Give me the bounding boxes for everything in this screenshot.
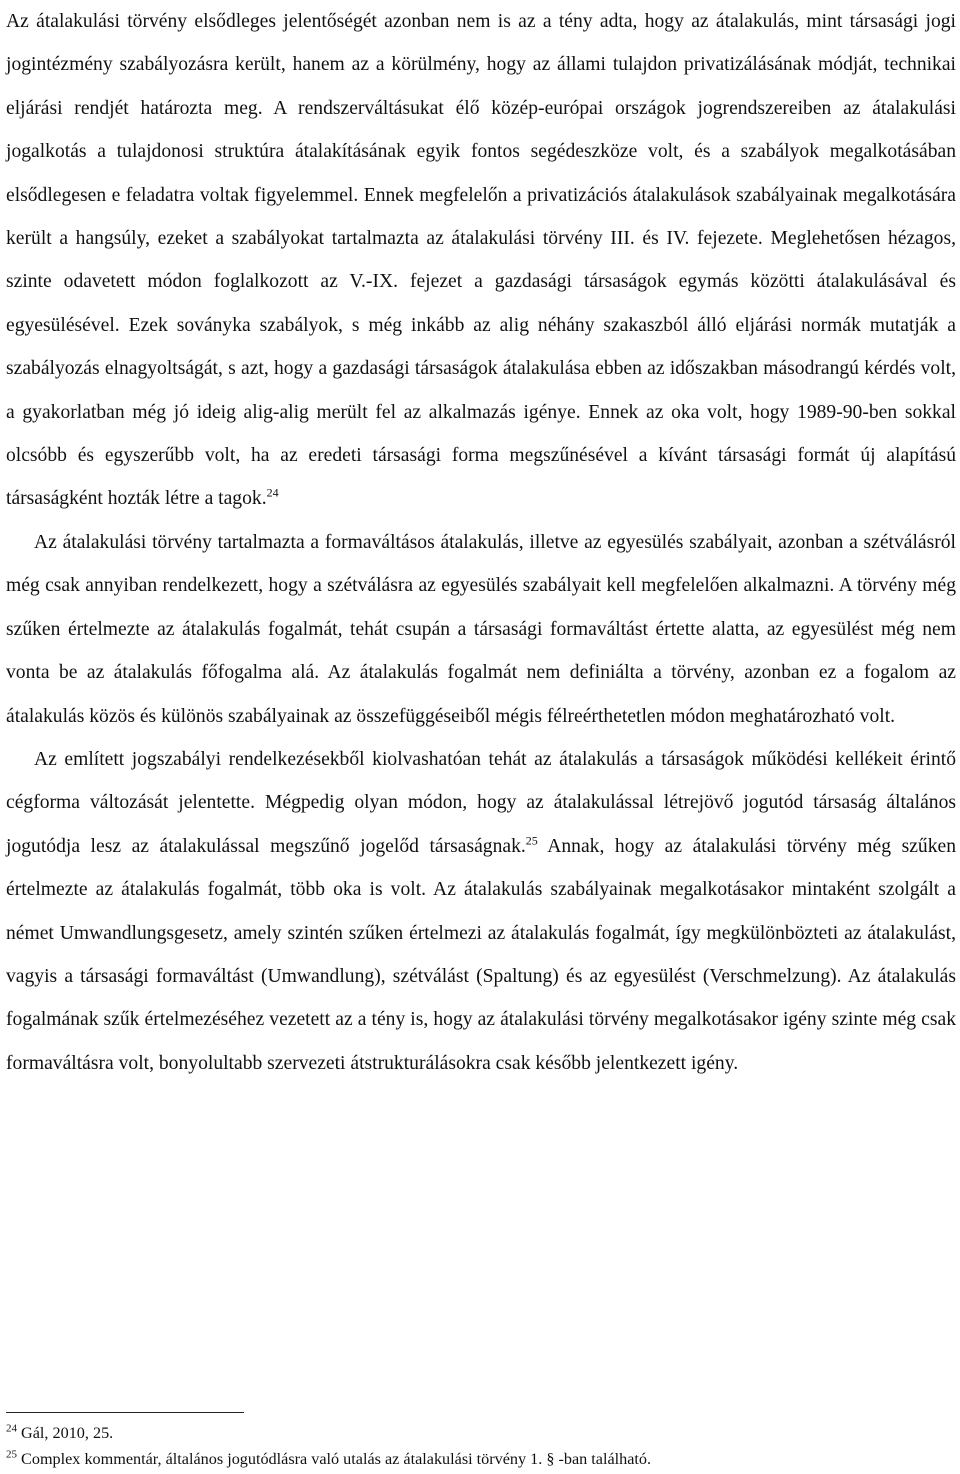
footnotes (6, 1420, 956, 1472)
footnote-separator (6, 1412, 244, 1413)
paragraph-3-text-before: Az említett jogszabályi rendelkezésekből kiolvashatóan tehát az átalakulás a társaságok működési kellékeit érintő cégforma változását jelentette. Mégpedig olyan módon, hogy az átalakulással létrejövő jogutód társaság általános jogutódja lesz az átalakulással megszűnő jogelőd társaságnak. (6, 748, 956, 857)
footnote-text: Complex kommentár, általános jogutódlásra való utalás az átalakulási törvény 1. § -ban található. (21, 1450, 652, 1468)
paragraph-3 (6, 738, 956, 1085)
footnote-number: 25 (6, 1448, 17, 1461)
footnote-ref-24[interactable]: 24 (266, 485, 279, 500)
footnote-24 (6, 1420, 956, 1446)
paragraph-1 (6, 0, 956, 521)
footnote-text: Gál, 2010, 25. (21, 1424, 114, 1442)
paragraph-2 (6, 521, 956, 738)
paragraph-3-text-after: Annak, hogy az átalakulási törvény még szűken értelmezte az átalakulás fogalmát, több oka is volt. Az átalakulás szabályainak megalkotásakor mintaként szolgált a német Umwandlungsgesetz, amely szintén szűken értelmezi az átalakulás fogalmát, így megkülönbözteti az átalakulást, vagyis a társasági formaváltást (Umwandlung), szétválást (Spaltung) és az egyesülést (Verschmelzung). Az átalakulás fogalmának szűk értelmezéséhez vezetett az a tény is, hogy az átalakulási törvény megalkotásakor igény szinte még csak formaváltásra volt, bonyolultabb szervezeti átstrukturálásokra csak később jelentkezett igény. (6, 835, 957, 1074)
footnote-25 (6, 1446, 956, 1472)
paragraph-1-text: Az átalakulási törvény elsődleges jelentőségét azonban nem is az a tény adta, hogy az átalakulás, mint társasági jogi jogintézmény szabályozásra került, hanem az a körülmény, hogy az állami tulajdon privatizálásának módját, technikai eljárási rendjét határozta meg. A rendszerváltásukat élő közép-európai országok jogrendszereiben az átalakulási jogalkotás a tulajdonosi struktúra átalakításának egyik fontos segédeszköze volt, és a szabályok megalkotásában elsődlegesen e feladatra voltak figyelemmel. Ennek megfelelőn a privatizációs átalakulások szabályainak megalkotására került a hangsúly, ezeket a szabályokat tartalmazta az átalakulási törvény III. és IV. fejezete. Meglehetősen hézagos, szinte odavetett módon foglalkozott az V.-IX. fejezet a gazdasági társaságok egymás közötti átalakulásával és egyesülésével. Ezek soványka szabályok, s még inkább az alig néhány szakaszból álló eljárási normák mutatják a szabályozás elnagyoltságát, s azt, hogy a gazdasági társaságok átalakulása ebben az időszakban másodrangú kérdés volt, a gyakorlatban még jó ideig alig-alig merült fel az alkalmazás igénye. Ennek az oka volt, hogy 1989-90-ben sokkal olcsóbb és egyszerűbb volt, ha az eredeti társasági forma megszűnésével a kívánt társasági formát új alapítású társaságként hozták létre a tagok. (6, 11, 956, 510)
footnote-number: 24 (6, 1422, 17, 1435)
footnote-ref-25[interactable]: 25 (525, 833, 538, 848)
paragraph-2-text: Az átalakulási törvény tartalmazta a formaváltásos átalakulás, illetve az egyesülés szabályait, azonban a szétválásról még csak annyiban rendelkezett, hogy a szétválásra az egyesülés szabályait kell megfelelően alkalmazni. A törvény még szűken értelmezte az átalakulás fogalmát, tehát csupán a társasági formaváltást értette alatta, az egyesülést még nem vonta be az átalakulás főfogalma alá. Az átalakulás fogalmát nem definiálta a törvény, azonban ez a fogalom az átalakulás közös és különös szabályainak az összefüggéseiből mégis félreérthetetlen módon meghatározható volt. (6, 531, 956, 727)
